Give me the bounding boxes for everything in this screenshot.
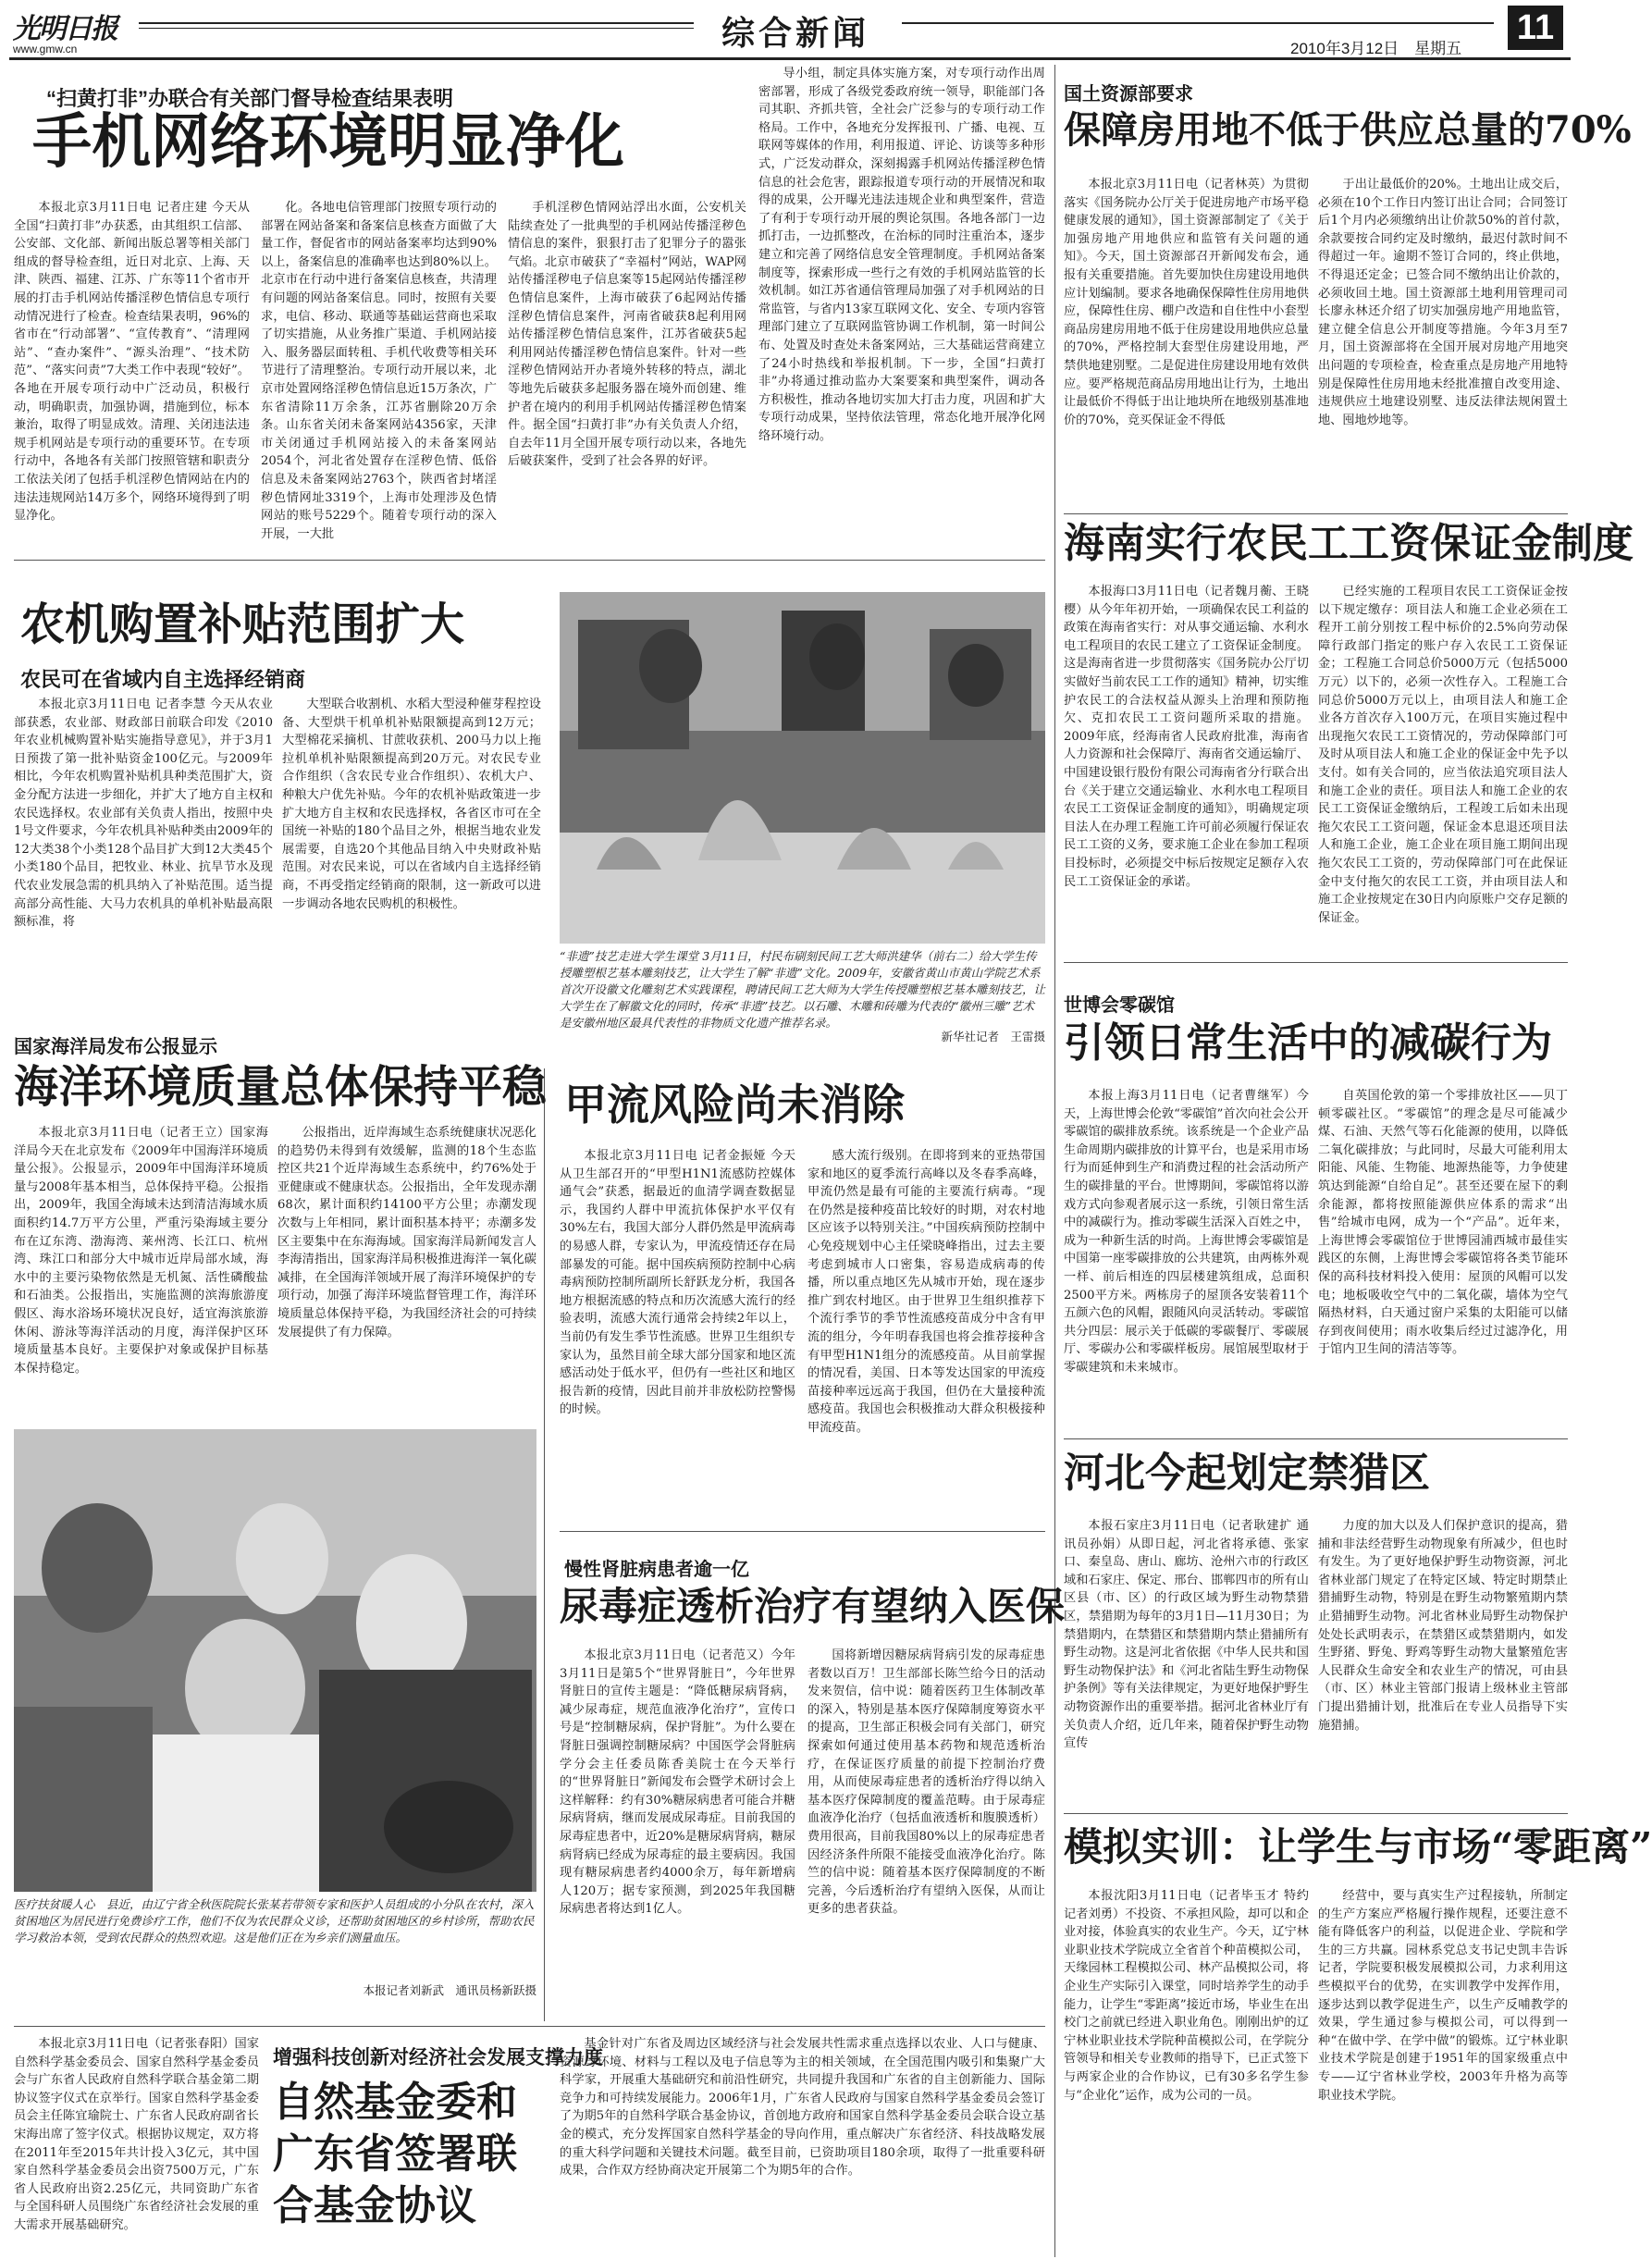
article-8-headline[interactable]: 海洋环境质量总体保持平稳 bbox=[14, 1061, 548, 1113]
header-divider bbox=[9, 57, 1571, 60]
masthead-rule-left bbox=[139, 22, 694, 24]
article-5-headline[interactable]: 河北今起划定禁猎区 bbox=[1064, 1450, 1430, 1497]
article-9-headline[interactable]: 甲流风险尚未消除 bbox=[564, 1080, 905, 1130]
photo-medical-outreach bbox=[14, 1429, 536, 1892]
photo-1-caption: “非遗”技艺走进大学生课堂 3月11日，村民布刷刻民间工艺大师洪建华（前右二）给大学生传授雕塑根艺基本雕刻技艺，让大学生了解“非遗”文化。2009年，安徽省黄山市黄山学院艺术系首次开设徽文化雕刻艺术实践课程，聘请民间工艺大师为大学生传授雕塑根艺基本雕刻技艺，让大学生在了解徽文化的同时，传承“非遗”技艺。以石雕、木雕和砖雕为代表的“徽州三雕”艺术是安徽州地区最具代表性的非物质文化遗产推荐名录。 bbox=[560, 949, 1046, 1030]
section-title: 综合新闻 bbox=[721, 14, 869, 53]
masthead-logo: 光明日报 bbox=[13, 13, 117, 45]
masthead-rule-right bbox=[902, 22, 1494, 24]
article-10-kicker: 慢性肾脏病患者逾一亿 bbox=[564, 1560, 749, 1580]
article-3-col-2: 已经实施的工程项目农民工工资保证金按以下规定缴存：项目法人和施工企业必须在工程开工前分别按工程中标价的2.5%向劳动保障行政部门指定的账户存入农民工工资保证金；工程施工合同总价5000万元（包括5000万元）以下的，必须一次性存入。工程施工合同总价5000万元以上，由项目法人和施工企业各方首次存入100万元，在项目实施过程中出现拖欠农民工工资情况的，劳动保障部门可及时从项目法人和施工企业的保证金中先予以支付。如有关合同的，应当依法追究项目法人和施工企业的责任。项目法人和施工企业的农民工工资保证金缴纳后，工程竣工后如未出现拖欠农民工工资问题，保证金本息退还项目法人和施工企业，施工企业在项目施工期间出现拖欠农民工工资的，劳动保障部门可在此保证金中支付拖欠的农民工工资，并由项目法人和施工企业按规定在30日内向原账户交存足额的保证金。 bbox=[1318, 585, 1568, 925]
article-1-col-1: 本报北京3月11日电 记者庄建 今天从全国“扫黄打非”办获悉，由其组织工信部、公安部、文化部、新闻出版总署等相关部门组成的督导检查组，近日对北京、上海、天津、陕西、福建、江苏、广东等11个省市开展的打击手机网站传播淫秽色情信息专项行动情况进行了检查。检查结果表明，96%的省市在“行动部署”、“宣传教育”、“清理网站”、“查办案件”、“源头治理”、“技术防范”、“落实问责”7大类工作中表现“较好”。各地在开展专项行动中广泛动员，积极行动，明确职责，加强协调，措施到位，标本兼治，取得了明显成效。清理、关闭违法违规手机网站是专项行动的重要环节。在专项行动中，各地各有关部门按照管辖和职责分工依法关闭了包括手机淫秽色情网站在内的违法违规网站14万多个，网络环境得到了明显净化。 bbox=[14, 201, 250, 524]
article-4-col-2: 自英国伦敦的第一个零排放社区——贝丁顿零碳社区。“零碳馆”的理念是尽可能减少煤、石油、天然气等石化能源的使用，以降低二氧化碳排放；与此同时，尽最大可能利用太阳能、风能、生物能、地源热能等，力争使建筑达到能源“自给自足”。甚至还要在屋下的剩余能源，都将按照能源供应体系的需求“出售”给城市电网，成为一个“产品”。近年来，上海世博会零碳馆位于世博园浦西城市最佳实践区的东侧，上海世博会零碳馆将各类节能环保的高科技材料投入使用：屋顶的风帽可以发电；地板吸收空气中的二氧化碳，墙体为空气隔热材料，白天通过窗户采集的太阳能可以储存到夜间使用；雨水收集后经过过滤净化，用于馆内卫生间的清洁等等。 bbox=[1318, 1089, 1568, 1357]
article-10-headline[interactable]: 尿毒症透析治疗有望纳入医保 bbox=[560, 1584, 1066, 1629]
issue-date: 2010年3月12日 星期五 bbox=[1290, 40, 1462, 57]
column-divider-right bbox=[1054, 65, 1055, 2257]
article-11-headline[interactable]: 自然基金委和广东省签署联合基金协议 bbox=[273, 2079, 517, 2229]
page-number: 11 bbox=[1508, 6, 1563, 50]
masthead-url[interactable]: www.gmw.cn bbox=[13, 43, 78, 56]
article-3-bottom-rule bbox=[1064, 962, 1568, 963]
photo-2-credit: 本报记者刘新武 通讯员杨新跃摄 bbox=[363, 1983, 536, 1997]
photo-1-credit: 新华社记者 王雷摄 bbox=[941, 1030, 1045, 1043]
article-6-headline[interactable]: 模拟实训：让学生与市场“零距离” bbox=[1064, 1824, 1652, 1870]
photo-folk-art-class bbox=[560, 592, 1045, 944]
article-1-bottom-rule bbox=[14, 560, 1045, 561]
photo-folk-art-class-image bbox=[560, 592, 1045, 944]
article-9-bottom-rule bbox=[560, 1531, 1045, 1532]
article-11-col-1: 本报北京3月11日电（记者张春阳）国家自然科学基金委员会、国家自然科学基金委员会与广东省人民政府自然科学联合基金第二期协议签字仪式在京举行。国家自然科学基金委员会主任陈宜瑜院士、广东省人民政府副省长宋海出席了签字仪式。根据协议规定，双方将在2011年至2015年共计投入3亿元，其中国家自然科学基金委员会出资7500万元，广东省人民政府出资2.25亿元，共同资助广东省与全国科研人员围绕广东省经济社会发展的重大需求开展基础研究。 bbox=[14, 2037, 259, 2232]
article-1-col-3: 手机淫秽色情网站浮出水面，公安机关陆续查处了一批典型的手机网站传播淫秽色情信息的案件，狠狠打击了犯罪分子的嚣张气焰。北京市破获了“幸福村”网站，WAP网站传播淫秽电子信息案等15起网站传播淫秽色情信息案件，上海市破获了6起网站传播淫秽色情信息案件，河南省破获8起利用网站传播淫秽色情信息案件，江苏省破获5起利用网站传播淫秽色情信息案件。针对一些淫秽色情网站开办者境外转移的特点，湖北等地先后破获多起服务器在境外而创建、维护者在境内的利用手机网站传播淫秽色情案件。据全国“扫黄打非”办有关负责人介绍，自去年11月全国开展专项行动以来，各地先后破获案件，受到了社会各界的好评。 bbox=[508, 201, 746, 469]
article-3-headline[interactable]: 海南实行农民工工资保证金制度 bbox=[1064, 520, 1634, 567]
article-2-col-1: 本报北京3月11日电（记者林英）为贯彻落实《国务院办公厅关于促进房地产市场平稳健康发展的通知》，国土资源部制定了《关于加强房地产用地供应和监管有关问题的通知》。今天，国土资源部召开新闻发布会，通报有关重要措施。首先要加快住房建设用地供应计划编制。要求各地确保保障性住房用地供应，保障性住房、棚户改造和自住性中小套型商品房建房用地不低于住房建设用地供应总量的70%，严格控制大套型住房建设用地，严禁供地建别墅。二是促进住房建设用地有效供应。要严格规范商品房用地出让行为，土地出让最低价不得低于出让地块所在地级别基准地价的70%，竞买保证金不得低 bbox=[1064, 178, 1309, 427]
article-4-headline[interactable]: 引领日常生活中的减碳行为 bbox=[1064, 1019, 1552, 1067]
article-7-col-2: 大型联合收割机、水稻大型浸种催芽程控设备、大型烘干机单机补贴限额提高到12万元；大型棉花采摘机、甘蔗收获机、200马力以上拖拉机单机补贴限额提高到20万元。对农民专业合作组织（含农民专业合作组织）、农机大户、种粮大户优先补贴。今年的农机补贴政策进一步扩大地方自主权和农民选择权，各省区市可在全国统一补贴的180个品目之外，根据当地农业发展需要，自选20个其他品目纳入中央财政补贴范围。对农民来说，可以在省域内自主选择经销商，不再受指定经销商的限制，这一新政可以进一步调动各地农民购机的积极性。 bbox=[282, 697, 541, 911]
article-11-col-2a bbox=[268, 2191, 504, 2253]
article-2-col-2: 于出让最低价的20%。土地出让成交后，必须在10个工作日内签订出让合同；合同签订后1个月内必须缴纳出让价款50%的首付款，余款要按合同约定及时缴纳，最迟付款时间不得超过一年。逾期不签订合同的，终止供地，不得退还定金；已签合同不缴纳出让价款的，必须收回土地。国土资源部土地利用管理司司长廖永林还介绍了切实加强房地产用地监管，建立健全信息公开制度等措施。今年3月至7月，国土资源部将在全国开展对房地产用地突出问题的专项检查，检查重点是房地产用地特别是保障性住房用地未经批准擅自改变用途、违规供应土地建设别墅、违反法律法规闲置土地、囤地炒地等。 bbox=[1318, 178, 1568, 427]
article-2-kicker: 国土资源部要求 bbox=[1064, 84, 1193, 105]
article-8-col-1: 本报北京3月11日电（记者王立）国家海洋局今天在北京发布《2009年中国海洋环境质量公报》。公报显示，2009年中国海洋环境质量与2008年基本相当，总体保持平稳。公报指出，2009年，我国全海域未达到清洁海域水质面积约14.7万平方公里，严重污染海域主要分布在辽东湾、渤海湾、莱州湾、长江口、杭州湾、珠江口和部分大中城市近岸局部水域，海水中的主要污染物依然是无机氮、活性磷酸盐和石油类。公报指出，实施监测的滨海旅游度假区、海水浴场环境状况良好，适宜海滨旅游休闲、游泳等海洋活动的月度，海洋保护区环境质量基本良好。主要保护对象或保护目标基本保持稳定。 bbox=[14, 1126, 268, 1376]
article-6-col-2: 经营中，要与真实生产过程接轨，所制定的生产方案应严格履行操作规程，还要注意不能有降低客户的利益，以促进企业、学院和学生的三方共赢。园林系党总支书记史凯丰告诉记者，学院要积极发展模拟公司，力求利用这些模拟平台的优势，在实训教学中发挥作用，逐步达到以教学促进生产，以生产反哺教学的效果，学生通过参与模拟公司，可以得到一种“在做中学、在学中做”的锻炼。辽宁林业职业技术学院是创建于1951年的国家级重点中专——辽宁省林业学校，2003年升格为高等职业技术学院。 bbox=[1318, 1889, 1568, 2103]
column-divider-mid bbox=[544, 1068, 545, 2021]
article-4-bottom-rule bbox=[1064, 1438, 1568, 1439]
article-1-kicker: “扫黄打非”办联合有关部门督导检查结果表明 bbox=[46, 87, 454, 110]
article-7-headline[interactable]: 农机购置补贴范围扩大 bbox=[20, 599, 465, 650]
bottom-section-rule bbox=[14, 2026, 1045, 2027]
article-4-col-1: 本报上海3月11日电（记者曹继军）今天，上海世博会伦敦“零碳馆”首次向社会公开零碳馆的碳排放系统。该系统是一个企业产品生命周期内碳排放的计算平台，也是采用市场行为而延伸到生产和消费过程的社会活动所产生的碳排量的平台。世博期间，零碳馆将以游戏方式向参观者展示这一系统，引领日常生活中的减碳行为。推动零碳生活深入百姓之中，成为一种新生活的时尚。上海世博会零碳馆是中国第一座零碳排放的公共建筑，由两栋外观一样、前后相连的四层楼建筑组成，总面积2500平方米。两栋房子的屋顶各安装着11个五颜六色的风帽，跟随风向灵活转动。零碳馆共分四层：展示关于低碳的零碳餐厅、零碳展厅、零碳办公和零碳样板房。展馆展型取材于零碳建筑和未来城市。 bbox=[1064, 1089, 1309, 1375]
article-1-headline[interactable]: 手机网络环境明显净化 bbox=[32, 107, 624, 177]
article-11-col-2: 基金针对广东省及周边区域经济与社会发展共性需求重点选择以农业、人口与健康、资源与环境、材料与工程以及电子信息等为主的相关领域，在全国范围内吸引和集聚广大科学家，开展重大基础研究和前沿性研究，共同提升我国和广东省的自主创新能力、国际竞争力和可持续发展能力。2006年1月，广东省人民政府与国家自然科学基金委员会签订了为期5年的自然科学联合基金协议，首创地方政府和国家自然科学基金委员会联合设立基金的模式，充分发挥国家自然科学基金的导向作用，重点解决广东省经济、科技战略发展的重大科学问题和关键技术问题。截至目前，已资助项目180余项，取得了一批重要科研成果，合作双方经协商决定开展第二个为期5年的合作。 bbox=[560, 2037, 1045, 2179]
article-9-col-1: 本报北京3月11日电 记者金振娅 今天从卫生部召开的“甲型H1N1流感防控媒体通气会”获悉，据最近的血清学调查数据显示，我国约人群中甲流抗体保护水平仅有30%左右，我国大部分人群仍然是甲流病毒的易感人群，专家认为，甲流疫情还存在局部暴发的可能。据中国疾病预防控制中心病毒病预防控制所副所长舒跃龙分析，我国各地方根据流感的特点和历次流感大流行的经验表明，流感大流行通常会持续2年以上，当前仍有发生季节性流感。世界卫生组织专家认为，虽然目前全球大部分国家和地区流感活动处于低水平，但仍有一些社区和地区报告新的疫情，因此目前并非放松防控警惕的时候。 bbox=[560, 1149, 795, 1417]
article-10-col-2: 国将新增因糖尿病肾病引发的尿毒症患者数以百万！卫生部部长陈竺给今日的活动发来贺信，信中说：随着医药卫生体制改革的深入，特别是基本医疗保障制度筹资水平的提高，卫生部正积极会同有关部门，研究探索如何通过使用基本药物和规范透析治疗，在保证医疗质量的前提下控制治疗费用，从而使尿毒症患者的透析治疗得以纳入基本医疗保障制度的覆盖范畴。由于尿毒症血液净化治疗（包括血液透析和腹膜透析）费用很高，目前我国80%以上的尿毒症患者因经济条件所限不能接受血液净化治疗。陈竺的信中说：随着基本医疗保障制度的不断完善，今后透析治疗有望纳入医保，从而让更多的患者获益。 bbox=[808, 1648, 1045, 1917]
article-7-col-1: 本报北京3月11日电 记者李慧 今天从农业部获悉，农业部、财政部日前联合印发《2010年农业机械购置补贴实施指导意见》，并于3月1日预拨了第一批补贴资金100亿元。与2009年相比，今年农机购置补贴机具种类范围扩大，资金分配方法进一步细化，并扩大了地方自主权和农民选择权。农业部有关负责人指出，按照中央1号文件要求，今年农机具补贴种类由2009年的12大类38个小类128个品目扩大到12大类45个小类180个品目，把牧业、林业、抗旱节水及现代农业发展急需的机具纳入了补贴范围。适当提高部分高性能、大马力农机具的单机补贴最高限额标准，将 bbox=[14, 697, 273, 930]
article-1-col-2: 化。各地电信管理部门按照专项行动的部署在网站备案和备案信息核查方面做了大量工作，督促省市的网站备案率均达到90%以上，备案信息的准确率也达到80%以上。北京市在行动中进行备案信息核查，共清理有问题的网站备案信息。同时，按照有关要求，电信、移动、联通等基础运营商也采取了切实措施，从业务推广渠道、手机网站接入、服务器层面转租、手机代收费等相关环节进行了清理整治。专项行动开展以来，北京市处置网络淫秽色情信息近15万条次，广东省清除11万余条，江苏省删除20万余条。山东省关闭未备案网站4356家，天津市关闭通过手机网站接入的未备案网站2054个，河北省处置存在淫秽色情、低俗信息及未备案网站2763个，陕西省封堵淫秽色情网址3319个，上海市处理涉及色情网站的账号5229个。随着专项行动的深入开展，一大批 bbox=[261, 201, 497, 541]
article-8-col-2: 公报指出，近岸海域生态系统健康状况恶化的趋势仍未得到有效缓解，监测的18个生态监控区共21个近岸海域生态系统中，约76%处于亚健康或不健康状态。公报指出，全年发现赤潮68次，累计面积约14100平方公里；赤潮发现次数与上年相同，累计面积基本持平；赤潮多发区主要集中在东海海域。国家海洋局新闻发言人李海清指出，国家海洋局积极推进海洋一氧化碳减排，在全国海洋领域开展了海洋环境保护的专项行动，加强了海洋环境监督管理工作，海洋环境质量总体保持平稳，为我国经济社会的可持续发展提供了有力保障。 bbox=[277, 1126, 536, 1339]
article-2-bottom-rule bbox=[1064, 513, 1568, 514]
article-11-kicker: 增强科技创新对经济社会发展支撑力度 bbox=[273, 2047, 603, 2068]
article-1-col-4: 导小组，制定具体实施方案，对专项行动作出周密部署，形成了各级党委政府统一领导，职能部门各司其职、齐抓共管，全社会广泛参与的专项行动工作格局。工作中，各地充分发挥报刊、广播、电视、互联网等媒体的作用，利用报道、评论、访谈等多种形式，广泛发动群众，深刻揭露手机网站传播淫秽色情信息的社会危害，跟踪报道专项行动的开展情况和取得的成果，公开曝光违法违规企业和典型案件，营造了有利于专项行动开展的舆论氛围。各地各部门一边抓打击，一边抓整改，在治标的同时注重治本，逐步建立和完善了网络信息安全管理制度。手机网站备案制度等，探索形成一些行之有效的手机网站监管的长效机制。如江苏省通信管理局加强了对手机网站的日常监管，与省内13家互联网文化、安全、专项内容管理部门建立了互联网监管协调工作机制，第一时间公布、处置及时查处未备案网站，三大基础运营商建立了24小时热线和举报机制。下一步，全国“扫黄打非”办将通过推动监办大案要案和典型案件，调动各方积极性，推动各地切实加大打击力度，巩固和扩大专项行动成果，坚持依法管理，常态化地开展净化网络环境行动。 bbox=[758, 67, 1045, 443]
article-8-kicker: 国家海洋局发布公报显示 bbox=[14, 1037, 217, 1057]
article-4-kicker: 世博会零碳馆 bbox=[1064, 995, 1175, 1016]
article-5-col-1: 本报石家庄3月11日电（记者耿建扩 通讯员孙娟）从即日起，河北省将承德、张家口、秦皇岛、唐山、廊坊、沧州六市的行政区域和石家庄、保定、邢台、邯郸四市的所有山区县（市、区）的行政区域为野生动物禁猎区，禁猎期为每年的3月1日—11月30日；为禁猎期内，在禁猎区和禁猎期内禁止猎捕所有野生动物。这是河北省依据《中华人民共和国野生动物保护法》和《河北省陆生野生动物保护条例》等有关法律规定，为更好地保护野生动物资源作出的重要举措。据河北省林业厅有关负责人介绍，近几年来，随着保护野生动物宣传 bbox=[1064, 1519, 1309, 1751]
article-5-col-2: 力度的加大以及人们保护意识的提高，猎捕和非法经营野生动物现象有所减少，但也时有发生。为了更好地保护野生动物资源，河北省林业部门规定了在特定区域、特定时期禁止猎捕野生动物，特别是在野生动物繁殖期内禁止猎捕野生动物。河北省林业局野生动物保护处处长武明表示，在禁猎区或禁猎期内，如发生野猪、野兔、野鸡等野生动物大量繁殖危害人民群众生命安全和农业生产的情况，可由县（市、区）林业主管部门报请上级林业主管部门提出猎捕计划，批准后在专业人员指导下实施猎捕。 bbox=[1318, 1519, 1568, 1733]
masthead-rule-left-thin bbox=[139, 28, 694, 29]
article-3-col-1: 本报海口3月11日电（记者魏月蘅、王晓樱）从今年年初开始，一项确保农民工利益的政策在海南省实行：对从事交通运输、水利水电工程项目的农民工建立了工资保证金制度。这是海南省进一步贯彻落实《国务院办公厅切实做好当前农民工工作的通知》精神，切实维护农民工的合法权益从源头上治理和预防拖欠、克扣农民工工资问题所采取的措施。2009年底，经海南省人民政府批准，海南省人力资源和社会保障厅、海南省交通运输厅、中国建设银行股份有限公司海南省分行联合出台《关于建立交通运输业、水利水电工程项目农民工工资保证金制度的通知》，明确规定项目法人在办理工程施工许可前必须履行保证农民工工资的义务，要求施工企业在参加工程项目投标时，必须提交中标后按规定足额存入农民工工资保证金的承诺。 bbox=[1064, 585, 1309, 889]
photo-2-caption: 医疗扶贫暖人心 县近，由辽宁省全秋医院院长张某若带领专家和医护人员组成的小分队在农村，深入贫困地区为居民进行免费诊疗工作，他们不仅为农民群众义诊，还帮助贫困地区的乡村诊所，帮助农民学习救治本领，受到农民群众的热烈欢迎。这是他们正在为乡亲们测量血压。 bbox=[14, 1897, 535, 1944]
photo-medical-outreach-image bbox=[14, 1429, 536, 1892]
article-2-headline[interactable]: 保障房用地不低于供应总量的70% bbox=[1064, 108, 1632, 152]
article-10-col-1: 本报北京3月11日电（记者范又）今年3月11日是第5个“世界肾脏日”，今年世界肾脏日的宣传主题是：“降低糖尿病肾病，减少尿毒症，规范血液净化治疗”，宣传口号是“控制糖尿病，保护肾脏”。为什么要在肾脏日强调控制糖尿病？中国医学会肾脏病学分会主任委员陈香美院士在今天举行的“世界肾脏日”新闻发布会暨学术研讨会上这样解释：约有30%糖尿病患者可能合并糖尿病肾病，继而发展成尿毒症。目前我国的尿毒症患者中，近20%是糖尿病肾病，糖尿病肾病已经成为尿毒症的最主要病因。我国现有糖尿病患者约4000余万，每年新增病人120万；据专家预测，到2025年我国糖尿病患者将达到1亿人。 bbox=[560, 1648, 795, 1917]
article-9-col-2: 感大流行级别。在即将到来的亚热带国家和地区的夏季流行高峰以及冬春季高峰，甲流仍然是最有可能的主要流行病毒。“现在仍然是接种疫苗比较好的时期，对农村地区应该予以特别关注。”中国疾病预防控制中心免疫规划中心主任梁晓峰指出，过去主要考虑到城市人口密集，容易造成病毒的传播，所以重点地区先从城市开始，现在逐步推广到农村地区。由于世界卫生组织推荐下个流行季节的季节性流感疫苗成分中含有甲流的组分，今年明春我国也将会推荐接种含有甲型H1N1组分的流感疫苗。从目前掌握的情况看，美国、日本等发达国家的甲流疫苗接种率远远高于我国，但仍在大量接种流感疫苗。我国也会积极推动大群众积极接种甲流疫苗。 bbox=[808, 1149, 1045, 1435]
article-5-bottom-rule bbox=[1064, 1813, 1568, 1814]
article-6-col-1: 本报沈阳3月11日电（记者毕玉才 特约记者刘勇）不投资、不承担风险，却可以和企业对接，体验真实的农业生产。今天，辽宁林业职业技术学院成立全省首个种苗模拟公司，天缘园林工程模拟公司、林产品模拟公司，将企业生产实际引入课堂，同时培养学生的动手能力，让学生“零距离”接近市场，毕业生在出校门之前就已经进入职业角色。刚刚出炉的辽宁林业职业技术学院种苗模拟公司，在学院分管领导和相关专业教师的指导下，已正式签下与两家企业的合作协议，已有30多名学生参与“企业化”运作，成为公司的一员。 bbox=[1064, 1889, 1309, 2103]
article-7-subhead: 农民可在省域内自主选择经销商 bbox=[20, 668, 306, 691]
